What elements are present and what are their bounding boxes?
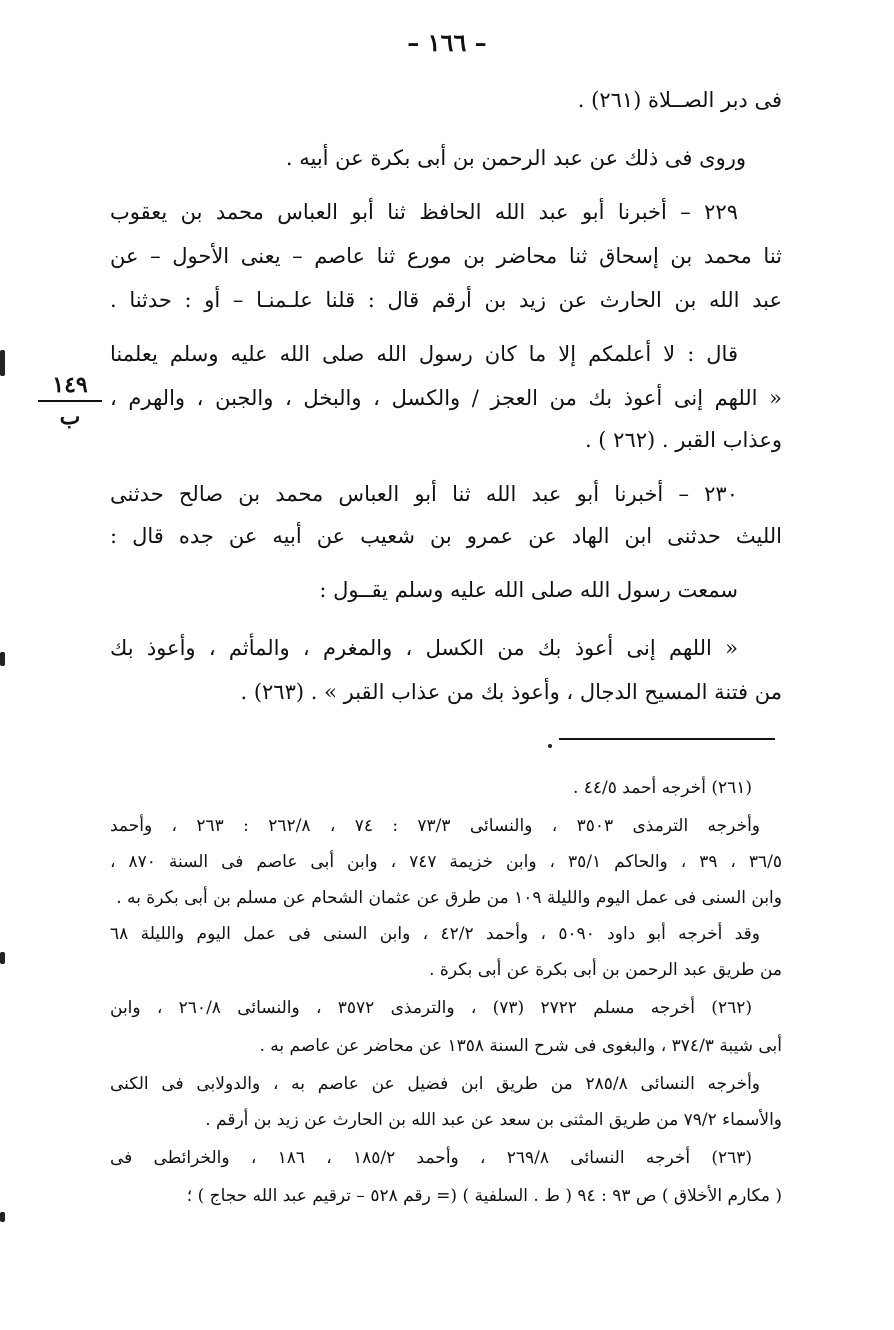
scan-edge-mark bbox=[0, 1212, 5, 1222]
footnote-line: ٣٦/٥ ، ٣٩ ، والحاكم ٣٥/١ ، وابن خزيمة ٧٤٧ ، وابن أبى عاصم فى السنة ٨٧٠ ، bbox=[110, 852, 782, 872]
page-number: – ١٦٦ – bbox=[407, 28, 487, 57]
footnote-263: (٢٦٣) أخرجه النسائى ٢٦٩/٨ ، وأحمد ١٨٥/٢ ، ١٨٦ ، والخرائطى فى bbox=[110, 1148, 753, 1168]
footnote-line: ( مكارم الأخلاق ) ص ٩٣ : ٩٤ ( ط . السلفية ) (= رقم ٥٢٨ – ترقيم عبد الله حجاج ) ؛ bbox=[186, 1186, 782, 1206]
footnote-line: وأخرجه النسائى ٢٨٥/٨ من طريق ابن فضيل عن عاصم به ، والدولابى فى الكنى bbox=[110, 1074, 761, 1094]
footnote-line: والأسماء ٧٩/٢ من طريق المثنى بن سعد عن عبد الله بن الحارث عن زيد بن أرقم . bbox=[205, 1110, 782, 1130]
hadith-229-line: ٢٢٩ – أخبرنا أبو عبد الله الحافظ ثنا أبو العباس محمد بن يعقوب bbox=[110, 200, 738, 224]
margin-folio-marker bbox=[28, 372, 112, 430]
text-line: عبد الله بن الحارث عن زيد بن أرقم قال : قلنا علـمنـا – أو : حدثنا . bbox=[110, 288, 782, 312]
footnote-261: (٢٦١) أخرجه أحمد ٤٤/٥ . bbox=[572, 778, 752, 798]
footnote-line: وأخرجه الترمذى ٣٥٠٣ ، والنسائى ٧٣/٣ : ٧٤ ، ٢٦٢/٨ : ٢٦٣ ، وأحمد bbox=[110, 816, 761, 836]
text-line: ثنا محمد بن إسحاق ثنا محاضر بن مورع ثنا عاصم – يعنى الأحول – عن bbox=[110, 244, 782, 268]
footnote-line: وابن السنى فى عمل اليوم والليلة ١٠٩ من طرق عن عثمان الشحام عن مسلم بن أبى بكرة به . bbox=[116, 888, 782, 908]
footnote-line: أبى شيبة ٣٧٤/٣ ، والبغوى فى شرح السنة ١٣٥٨ عن محاضر عن عاصم به . bbox=[259, 1036, 782, 1056]
text-line: وروى فى ذلك عن عبد الرحمن بن أبى بكرة عن أبيه . bbox=[285, 146, 746, 170]
footnotes bbox=[110, 0, 782, 1330]
text-line: وعذاب القبر . (٢٦٢ ) . bbox=[584, 428, 782, 452]
text-line: « اللهم إنى أعوذ بك من العجز / والكسل ، والبخل ، والجبن ، والهرم ، bbox=[110, 386, 782, 410]
text-line: سمعت رسول الله صلى الله عليه وسلم يقــول : bbox=[319, 578, 738, 602]
scan-edge-mark bbox=[0, 350, 5, 376]
footnote-line: وقد أخرجه أبو داود ٥٠٩٠ ، وأحمد ٤٢/٢ ، وابن السنى فى عمل اليوم والليلة ٦٨ bbox=[110, 924, 760, 944]
hadith-230-line: ٢٣٠ – أخبرنا أبو عبد الله ثنا أبو العباس محمد بن صالح حدثنى bbox=[110, 482, 738, 506]
text-line: فى دبر الصــلاة (٢٦١) . bbox=[577, 88, 782, 112]
footnote-line: من طريق عبد الرحمن بن أبى بكرة عن أبى بكرة . bbox=[429, 960, 782, 980]
text-line: « اللهم إنى أعوذ بك من الكسل ، والمغرم ، والمأثم ، وأعوذ بك bbox=[110, 636, 738, 660]
folio-side: ب bbox=[59, 404, 81, 430]
text-line: الليث حدثنى ابن الهاد عن عمرو بن شعيب عن أبيه عن جده قال : bbox=[110, 524, 782, 548]
scan-edge-mark bbox=[0, 952, 5, 964]
text-line: من فتنة المسيح الدجال ، وأعوذ بك من عذاب القبر » . (٢٦٣) . bbox=[240, 680, 782, 704]
footnote-262: (٢٦٢) أخرجه مسلم ٢٧٢٢ (٧٣) ، والترمذى ٣٥٧٢ ، والنسائى ٢٦٠/٨ ، وابن bbox=[110, 998, 752, 1018]
folio-number: ١٤٩ bbox=[38, 372, 102, 402]
scan-edge-mark bbox=[0, 652, 5, 666]
text-line: قال : لا أعلمكم إلا ما كان رسول الله صلى الله عليه وسلم يعلمنا bbox=[110, 342, 738, 366]
